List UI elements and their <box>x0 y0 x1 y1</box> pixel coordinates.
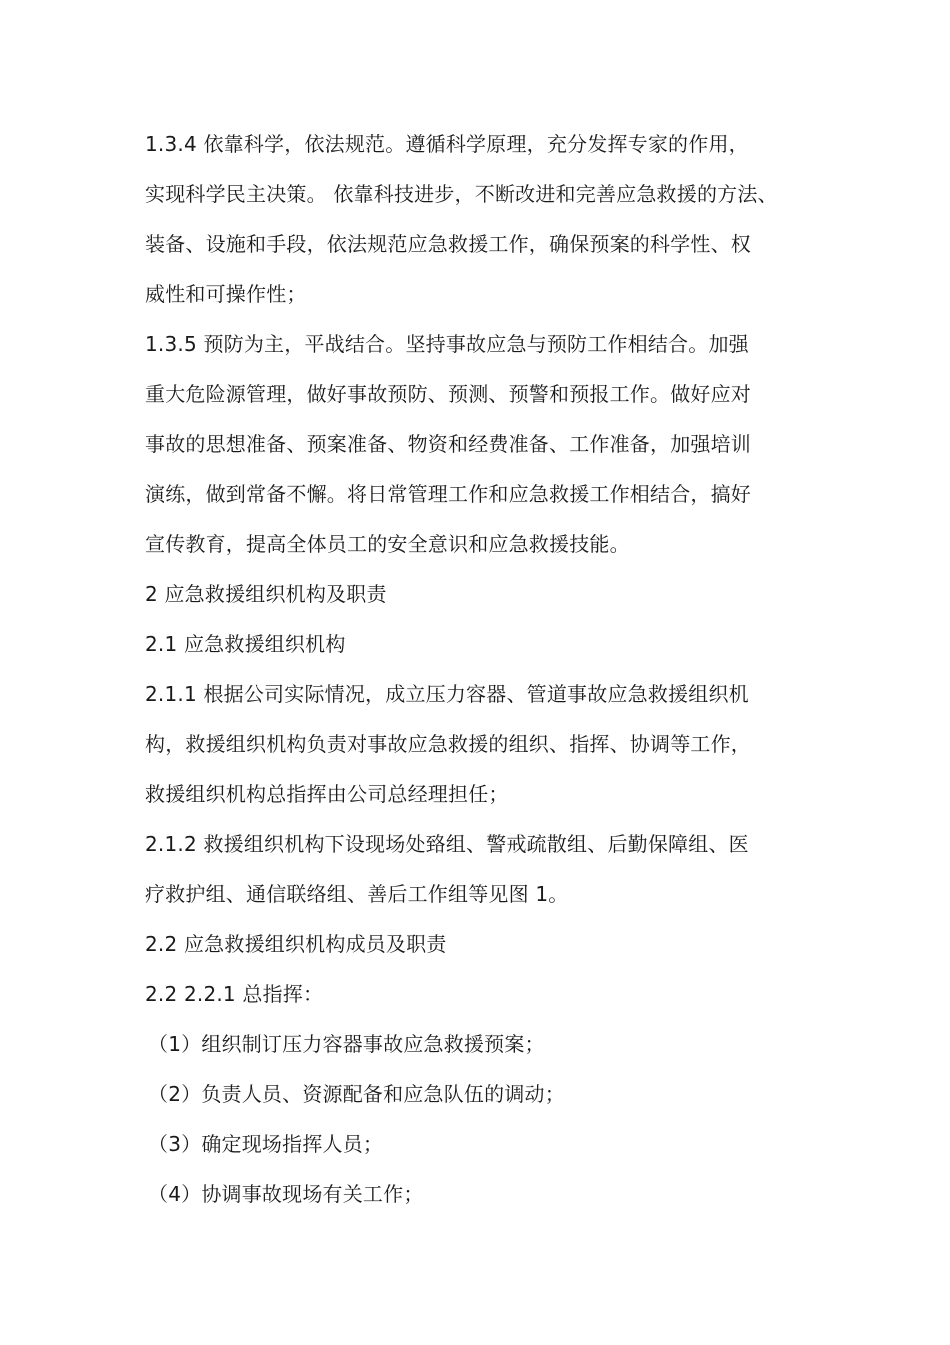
section-heading-2: 2 应急救援组织机构及职责 <box>145 582 387 606</box>
text-line: 演练，做到常备不懈。将日常管理工作和应急救援工作相结合，搞好 <box>145 482 751 506</box>
text-line: 疗救护组、通信联络组、善后工作组等见图 1。 <box>145 882 569 906</box>
list-item: （4）协调事故现场有关工作； <box>148 1182 424 1206</box>
text-line: 事故的思想准备、预案准备、物资和经费准备、工作准备，加强培训 <box>145 432 751 456</box>
text-line: 威性和可操作性； <box>145 282 307 306</box>
text-line-2-1-1: 2.1.1 根据公司实际情况，成立压力容器、管道事故应急救援组织机 <box>145 682 749 706</box>
text-line: 重大危险源管理，做好事故预防、预测、预警和预报工作。做好应对 <box>145 382 751 406</box>
text-line-1-3-5: 1.3.5 预防为主，平战结合。坚持事故应急与预防工作相结合。加强 <box>145 332 749 356</box>
text-line-2-1-2: 2.1.2 救援组织机构下设现场处臵组、警戒疏散组、后勤保障组、医 <box>145 832 749 856</box>
text-line: 装备、设施和手段，依法规范应急救援工作，确保预案的科学性、权 <box>145 232 751 256</box>
list-item: （2）负责人员、资源配备和应急队伍的调动； <box>148 1082 565 1106</box>
text-line: 构，救援组织机构负责对事故应急救援的组织、指挥、协调等工作， <box>145 732 751 756</box>
section-heading-2-2: 2.2 应急救援组织机构成员及职责 <box>145 932 447 956</box>
text-line: 宣传教育，提高全体员工的安全意识和应急救援技能。 <box>145 532 630 556</box>
text-line: 实现科学民主决策。 依靠科技进步，不断改进和完善应急救援的方法、 <box>145 182 778 206</box>
list-item: （3）确定现场指挥人员； <box>148 1132 384 1156</box>
text-line-1-3-4: 1.3.4 依靠科学，依法规范。遵循科学原理，充分发挥专家的作用， <box>145 132 749 156</box>
section-heading-2-2-1: 2.2 2.2.1 总指挥： <box>145 982 324 1006</box>
list-item: （1）组织制订压力容器事故应急救援预案； <box>148 1032 545 1056</box>
section-heading-2-1: 2.1 应急救援组织机构 <box>145 632 346 656</box>
text-line: 救援组织机构总指挥由公司总经理担任； <box>145 782 509 806</box>
